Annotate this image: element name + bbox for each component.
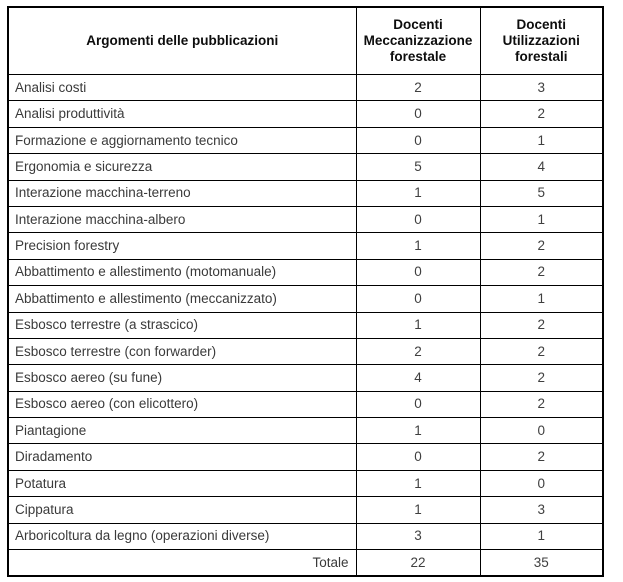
cell-util: 2 [480, 365, 603, 391]
cell-topic: Potatura [8, 470, 356, 496]
cell-mecc: 4 [356, 365, 480, 391]
cell-total-util: 35 [480, 550, 603, 577]
cell-util: 3 [480, 75, 603, 101]
cell-topic: Piantagione [8, 418, 356, 444]
cell-topic: Analisi costi [8, 75, 356, 101]
cell-topic: Abbattimento e allestimento (meccanizzato) [8, 286, 356, 312]
table-row [8, 470, 603, 496]
table-row [8, 154, 603, 180]
cell-mecc: 0 [356, 391, 480, 417]
cell-mecc: 0 [356, 259, 480, 285]
table-row [8, 418, 603, 444]
cell-topic: Interazione macchina-albero [8, 206, 356, 232]
cell-total-mecc: 22 [356, 550, 480, 577]
cell-util: 1 [480, 206, 603, 232]
cell-mecc: 1 [356, 418, 480, 444]
publications-table-container [7, 6, 602, 577]
cell-util: 2 [480, 101, 603, 127]
cell-util: 0 [480, 418, 603, 444]
table-header [8, 7, 603, 75]
cell-topic: Analisi produttività [8, 101, 356, 127]
cell-mecc: 1 [356, 470, 480, 496]
column-header-utilizzazioni [480, 7, 603, 75]
cell-topic: Interazione macchina-terreno [8, 180, 356, 206]
column-header-topic [8, 7, 356, 75]
cell-topic: Arboricoltura da legno (operazioni diverse) [8, 523, 356, 549]
cell-topic: Formazione e aggiornamento tecnico [8, 127, 356, 153]
cell-total-label: Totale [8, 550, 356, 577]
column-header-utilizzazioni-line-2: Utilizzazioni [502, 33, 580, 49]
cell-topic: Precision forestry [8, 233, 356, 259]
table-row [8, 391, 603, 417]
table-row [8, 365, 603, 391]
cell-topic: Esbosco terrestre (con forwarder) [8, 338, 356, 364]
cell-util: 5 [480, 180, 603, 206]
column-header-utilizzazioni-line-3: forestali [514, 48, 568, 64]
cell-topic: Diradamento [8, 444, 356, 470]
cell-mecc: 0 [356, 101, 480, 127]
table-row [8, 233, 603, 259]
table-row [8, 101, 603, 127]
cell-util: 1 [480, 127, 603, 153]
column-header-meccanizzazione-line-3: forestale [389, 48, 447, 64]
cell-mecc: 1 [356, 233, 480, 259]
cell-util: 2 [480, 259, 603, 285]
publications-topics-table [7, 6, 604, 577]
cell-mecc: 2 [356, 338, 480, 364]
table-row [8, 75, 603, 101]
cell-util: 2 [480, 338, 603, 364]
table-row [8, 338, 603, 364]
cell-mecc: 1 [356, 312, 480, 338]
table-row [8, 312, 603, 338]
table-row [8, 497, 603, 523]
cell-util: 3 [480, 497, 603, 523]
cell-mecc: 0 [356, 286, 480, 312]
cell-mecc: 0 [356, 206, 480, 232]
cell-topic: Esbosco aereo (su fune) [8, 365, 356, 391]
header-row [8, 7, 603, 75]
table-row [8, 127, 603, 153]
cell-topic: Abbattimento e allestimento (motomanuale) [8, 259, 356, 285]
cell-util: 1 [480, 523, 603, 549]
column-header-utilizzazioni-line-1: Docenti [516, 17, 566, 33]
table-body [8, 75, 603, 577]
column-header-meccanizzazione-line-1: Docenti [393, 17, 443, 33]
cell-topic: Esbosco terrestre (a strascico) [8, 312, 356, 338]
cell-topic: Cippatura [8, 497, 356, 523]
cell-mecc: 1 [356, 497, 480, 523]
cell-mecc: 0 [356, 444, 480, 470]
cell-topic: Ergonomia e sicurezza [8, 154, 356, 180]
cell-util: 2 [480, 312, 603, 338]
cell-topic: Esbosco aereo (con elicottero) [8, 391, 356, 417]
table-row [8, 259, 603, 285]
cell-mecc: 2 [356, 75, 480, 101]
table-total-row [8, 550, 603, 577]
cell-mecc: 1 [356, 180, 480, 206]
cell-util: 4 [480, 154, 603, 180]
table-row [8, 180, 603, 206]
cell-util: 2 [480, 391, 603, 417]
cell-util: 2 [480, 444, 603, 470]
table-row [8, 444, 603, 470]
column-header-meccanizzazione-line-2: Meccanizzazione [363, 33, 473, 49]
cell-mecc: 3 [356, 523, 480, 549]
column-header-topic-line-1: Argomenti delle pubblicazioni [86, 33, 279, 49]
cell-util: 2 [480, 233, 603, 259]
cell-mecc: 0 [356, 127, 480, 153]
cell-mecc: 5 [356, 154, 480, 180]
cell-util: 1 [480, 286, 603, 312]
table-row [8, 286, 603, 312]
table-row [8, 523, 603, 549]
table-row [8, 206, 603, 232]
column-header-meccanizzazione [356, 7, 480, 75]
cell-util: 0 [480, 470, 603, 496]
